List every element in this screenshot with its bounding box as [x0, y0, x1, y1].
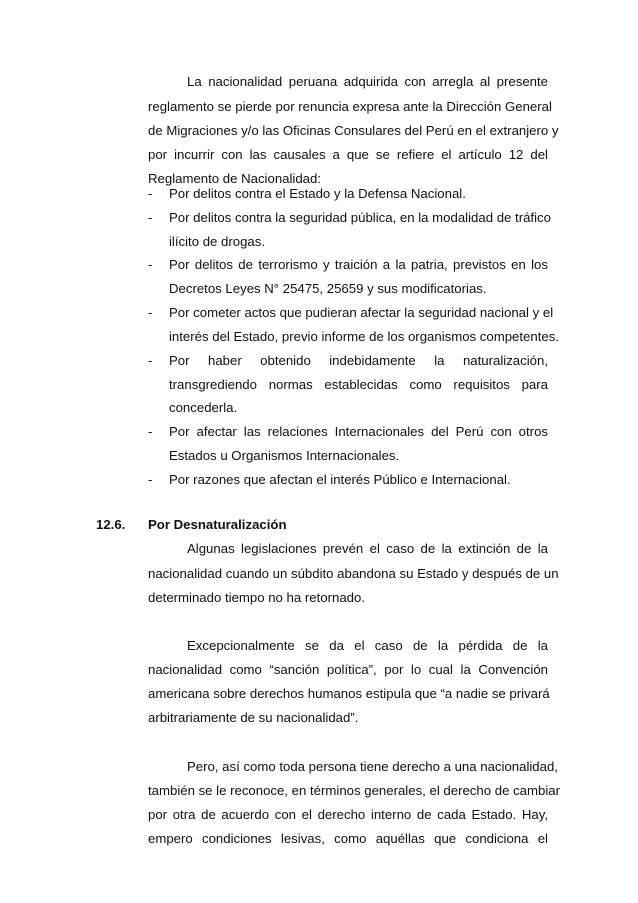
bullet-item-line: Por delitos contra el Estado y la Defensa Nacional.	[169, 186, 466, 201]
section-title: Por Desnaturalización	[148, 517, 287, 532]
bullet-marker: -	[148, 424, 153, 439]
bullet-item-line: Por haber obtenido indebidamente la naturalización,	[169, 353, 548, 368]
paragraph-line: americana sobre derechos humanos estipula que “a nadie se privará	[148, 686, 550, 701]
paragraph-line: nacionalidad como “sanción política”, por lo cual la Convención	[148, 662, 548, 677]
paragraph-line: de Migraciones y/o las Oficinas Consulares del Perú en el extranjero y	[148, 123, 559, 138]
bullet-item-line: Por delitos contra la seguridad pública, en la modalidad de tráfico	[169, 210, 551, 225]
section-number: 12.6.	[96, 517, 126, 532]
paragraph-line: determinado tiempo no ha retornado.	[148, 590, 366, 605]
bullet-item-line: Por delitos de terrorismo y traición a la patria, previstos en los	[169, 257, 548, 272]
bullet-item-line: Estados u Organismos Internacionales.	[169, 448, 400, 463]
bullet-item-line: Por afectar las relaciones Internacionales del Perú con otros	[169, 424, 548, 439]
paragraph-line: también se le reconoce, en términos generales, el derecho de cambiar	[148, 783, 560, 798]
paragraph-line: Pero, así como toda persona tiene derecho a una nacionalidad,	[187, 759, 558, 774]
paragraph-line: La nacionalidad peruana adquirida con arregla al presente	[187, 74, 548, 89]
bullet-marker: -	[148, 210, 153, 225]
bullet-marker: -	[148, 353, 153, 368]
bullet-marker: -	[148, 472, 153, 487]
paragraph-line: Algunas legislaciones prevén el caso de la extinción de la	[187, 541, 548, 556]
bullet-marker: -	[148, 186, 153, 201]
paragraph-line: por otra de acuerdo con el derecho interno de cada Estado. Hay,	[148, 807, 548, 822]
paragraph-line: reglamento se pierde por renuncia expresa ante la Dirección General	[148, 99, 552, 114]
paragraph-line: por incurrir con las causales a que se refiere el artículo 12 del	[148, 147, 548, 162]
bullet-item-line: Por cometer actos que pudieran afectar la seguridad nacional y el	[169, 305, 554, 320]
bullet-marker: -	[148, 305, 153, 320]
paragraph-line: arbitrariamente de su nacionalidad”.	[148, 710, 359, 725]
bullet-item-line: Decretos Leyes N° 25475, 25659 y sus modificatorias.	[169, 281, 487, 296]
bullet-marker: -	[148, 257, 153, 272]
paragraph-line: nacionalidad cuando un súbdito abandona su Estado y después de un	[148, 566, 559, 581]
paragraph-line: Reglamento de Nacionalidad:	[148, 171, 322, 186]
bullet-item-line: ilícito de drogas.	[169, 234, 266, 249]
paragraph-line: Excepcionalmente se da el caso de la pérdida de la	[187, 638, 548, 653]
bullet-item-line: interés del Estado, previo informe de los organismos competentes.	[169, 329, 559, 344]
bullet-item-line: concederla.	[169, 400, 238, 415]
bullet-item-line: transgrediendo normas establecidas como requisitos para	[169, 377, 548, 392]
paragraph-line: empero condiciones lesivas, como aquéllas que condiciona el	[148, 831, 548, 846]
bullet-item-line: Por razones que afectan el interés Público e Internacional.	[169, 472, 511, 487]
